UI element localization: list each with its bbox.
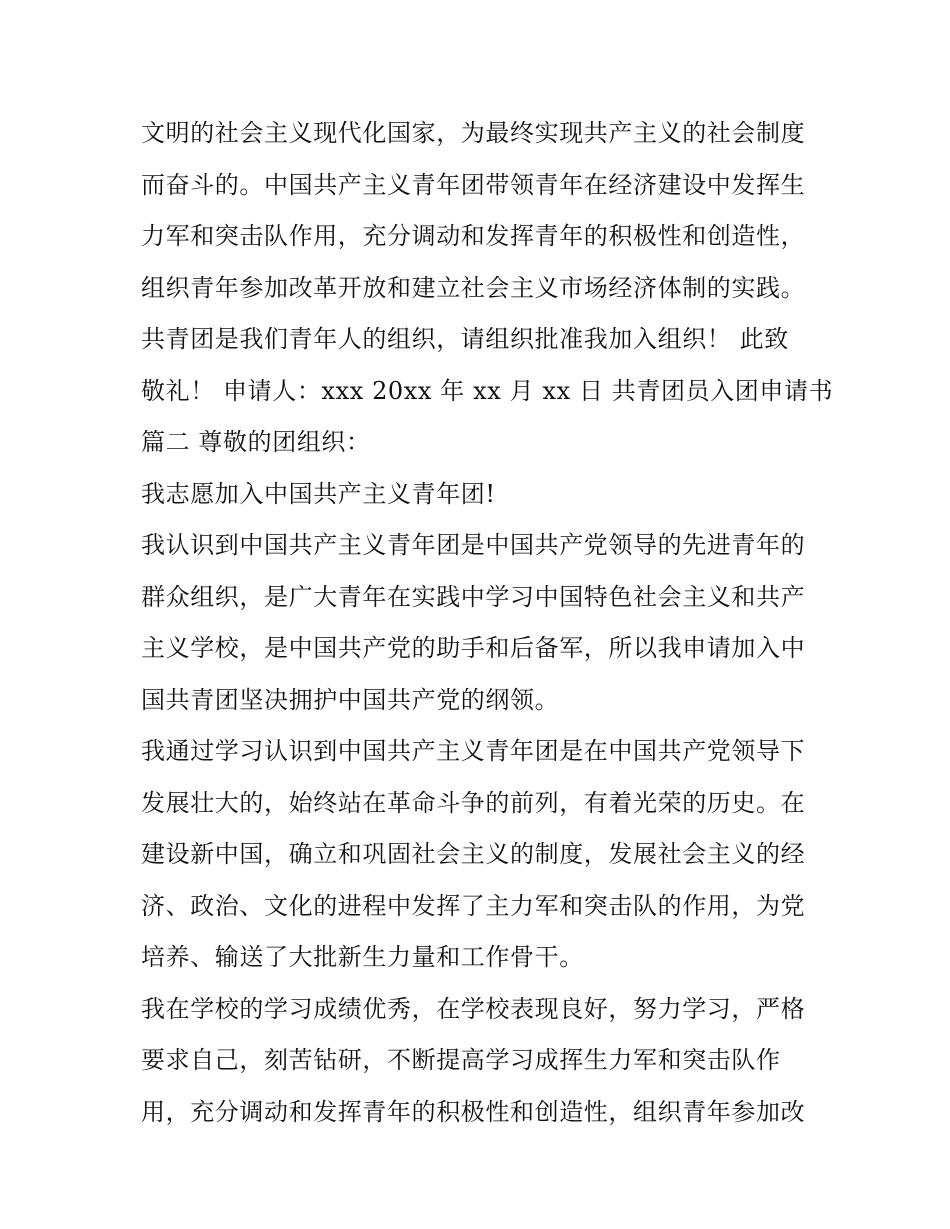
text-line: 共青团是我们青年人的组织，请组织批准我加入组织！ 此致 <box>141 325 789 353</box>
text-line: 组织青年参加改革开放和建立社会主义市场经济体制的实践。 <box>141 273 806 302</box>
text-line: 我志愿加入中国共产主义青年团! <box>141 479 496 508</box>
text-line: 我在学校的学习成绩优秀，在学校表现良好，努力学习，严格 <box>141 994 806 1023</box>
text-line: 而奋斗的。中国共产主义青年团带领青年在经济建设中发挥生 <box>141 170 806 199</box>
text-line: 培养、输送了大批新生力量和工作骨干。 <box>141 943 584 971</box>
text-line: 文明的社会主义现代化国家，为最终实现共产主义的社会制度 <box>141 119 806 147</box>
text-line: 用，充分调动和发挥青年的积极性和创造性，组织青年参加改 <box>141 1097 806 1126</box>
text-line: 建设新中国，确立和巩固社会主义的制度，发展社会主义的经 <box>141 840 806 868</box>
text-line: 群众组织，是广大青年在实践中学习中国特色社会主义和共产 <box>141 582 806 611</box>
text-line: 济、政治、文化的进程中发挥了主力军和突击队的作用，为党 <box>141 891 806 920</box>
text-line: 我通过学习认识到中国共产主义青年团是在中国共产党领导下 <box>141 737 806 765</box>
text-line: 发展壮大的，始终站在革命斗争的前列，有着光荣的历史。在 <box>141 788 806 817</box>
section-heading: 篇二 尊敬的团组织： <box>141 428 371 456</box>
text-line: 我认识到中国共产主义青年团是中国共产党领导的先进青年的 <box>141 531 806 559</box>
body-text <box>141 108 834 1138</box>
text-line: 敬礼！ 申请人：xxx 20xx 年 xx 月 xx 日 共青团员入团申请书 <box>141 376 834 405</box>
text-line: 要求自己，刻苦钻研，不断提高学习成挥生力军和突击队作 <box>141 1046 781 1074</box>
text-line: 力军和突击队作用，充分调动和发挥青年的积极性和创造性， <box>141 222 806 250</box>
text-line: 主义学校，是中国共产党的助手和后备军，所以我申请加入中 <box>141 634 806 662</box>
text-line: 国共青团坚决拥护中国共产党的纲领。 <box>141 685 560 714</box>
